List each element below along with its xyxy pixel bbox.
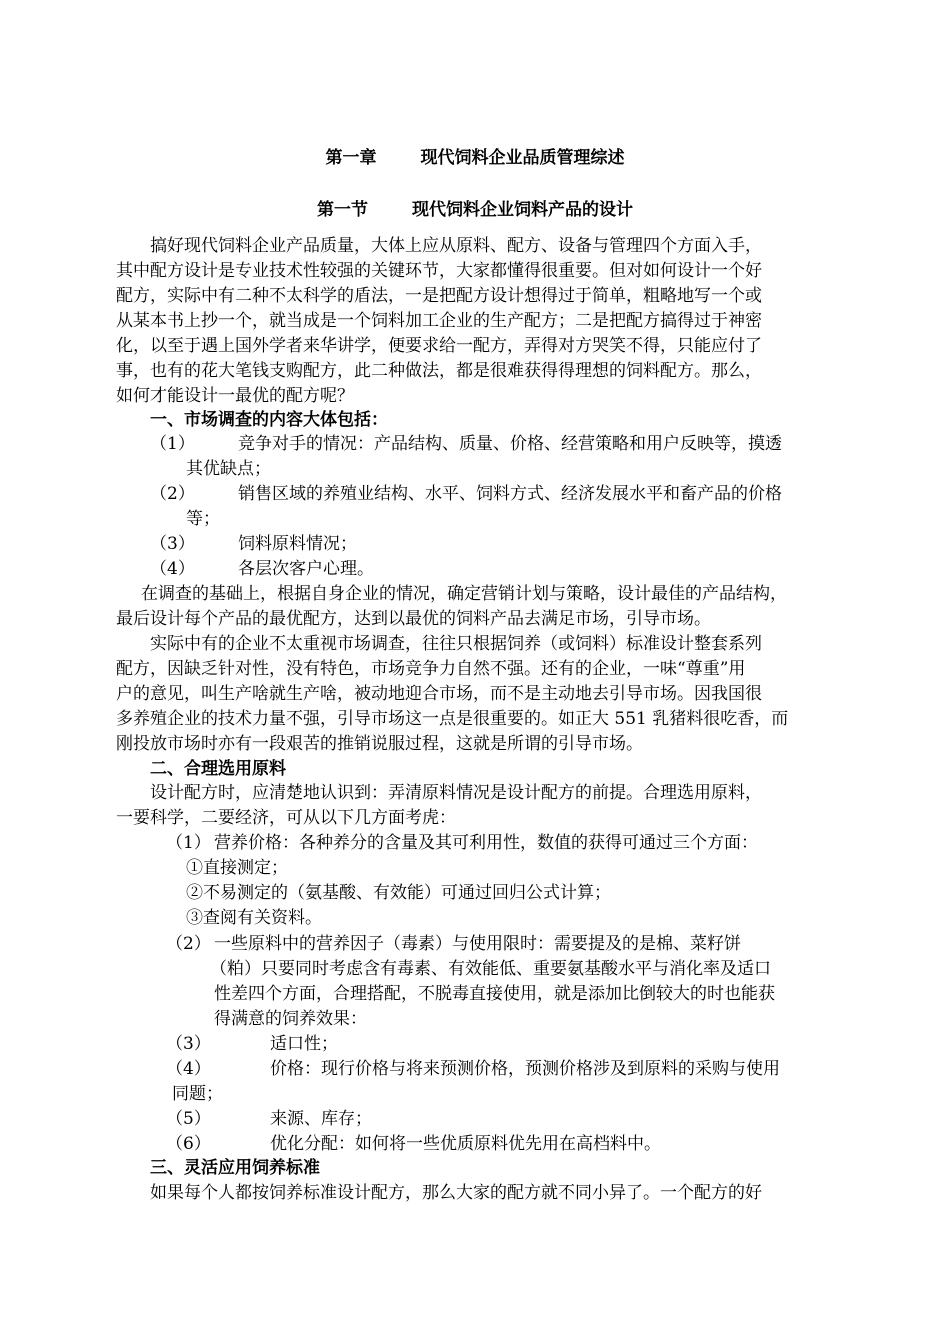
list-item-text: 饲料原料情况；	[238, 534, 357, 554]
intro-line: 配方，实际中有二种不太科学的盾法，一是把配方设计想得过于简单，粗略地写一个或	[116, 286, 762, 306]
list-item-text: 其优缺点；	[186, 459, 271, 479]
sub-item: ③查阅有关资料。	[186, 908, 322, 928]
list-item-text: 同题；	[172, 1084, 223, 1104]
list-item-text: 销售区域的养殖业结构、水平、饲料方式、经济发展水平和畜产品的价格	[238, 484, 782, 504]
section-2-heading: 二、合理选用原料	[150, 759, 286, 779]
list-item-number: （6）	[166, 1134, 211, 1154]
paragraph-line: 多养殖企业的技术力量不强，引导市场这一点是很重要的。如正大 551 乳猪料很吃香，而	[116, 709, 789, 729]
paragraph-line: 配方，因缺乏针对性，没有特色，市场竞争力自然不强。还有的企业，一味“尊重”用	[116, 659, 746, 679]
paragraph-line: 在调查的基础上，根据自身企业的情况，确定营销计划与策略，设计最佳的产品结构，	[141, 584, 787, 604]
intro-line: 其中配方设计是专业技术性较强的关键环节，大家都懂得很重要。但对如何设计一个好	[116, 261, 762, 281]
list-item-text: （粕）只要同时考虑含有毒素、有效能低、重要氨基酸水平与消化率及适口	[210, 959, 771, 979]
list-item-number: （5）	[166, 1109, 211, 1129]
paragraph-line: 设计配方时，应清楚地认识到：弄清原料情况是设计配方的前提。合理选用原料，	[150, 783, 762, 803]
section-3-heading: 三、灵活应用饲养标准	[150, 1158, 320, 1178]
list-item-text: 营养价格：各种养分的含量及其可利用性，数值的获得可通过三个方面：	[214, 833, 758, 853]
list-item-text: 价格：现行价格与将来预测价格，预测价格涉及到原料的采购与使用	[270, 1059, 780, 1079]
list-item-text: 性差四个方面，合理搭配，不脱毒直接使用，就是添加比倒较大的时也能获	[214, 984, 775, 1004]
list-item-text: 各层次客户心理。	[238, 559, 374, 579]
intro-line: 从某本书上抄一个，就当成是一个饲料加工企业的生产配方；二是把配方搞得过于神密	[116, 311, 762, 331]
list-item-text: 等；	[186, 509, 220, 529]
list-item-number: （1）	[166, 833, 211, 853]
list-item-text: 得满意的饲养效果：	[214, 1009, 367, 1029]
section-title	[0, 198, 950, 222]
intro-line: 搞好现代饲料企业产品质量，大体上应从原料、配方、设备与管理四个方面入手，	[150, 236, 762, 256]
paragraph-line: 刚投放市场时亦有一段艰苦的推销说服过程，这就是所谓的引导市场。	[116, 734, 643, 754]
list-item-text: 适口性；	[270, 1034, 338, 1054]
chapter-label: 第一章	[325, 148, 377, 168]
list-item-number: （3）	[166, 1034, 211, 1054]
list-item-text: 竞争对手的情况：产品结构、质量、价格、经营策略和用户反映等，摸透	[238, 434, 782, 454]
intro-line: 事，也有的花大笔钱支购配方，此二种做法，都是很难获得得理想的饲料配方。那么，	[116, 361, 762, 381]
list-item-number: （1）	[150, 434, 195, 454]
paragraph-line: 如果每个人都按饲养标准设计配方，那么大家的配方就不同小异了。一个配方的好	[150, 1183, 762, 1203]
sub-item: ②不易测定的（氨基酸、有效能）可通过回归公式计算；	[186, 883, 611, 903]
list-item-number: （4）	[150, 559, 195, 579]
list-item-number: （4）	[166, 1059, 211, 1079]
paragraph-line: 最后设计每个产品的最优配方，达到以最优的饲料产品去满足市场，引导市场。	[116, 609, 711, 629]
paragraph-line: 一要科学，二要经济，可从以下几方面考虎：	[116, 808, 456, 828]
list-item-number: （2）	[150, 484, 195, 504]
list-item-number: （2）	[166, 934, 211, 954]
section-heading: 现代饲料企业饲料产品的设计	[412, 200, 633, 220]
sub-item: ①直接测定；	[186, 858, 288, 878]
paragraph-line: 实际中有的企业不太重视市场调查，往往只根据饲养（或饲料）标准设计整套系列	[150, 634, 762, 654]
list-item-text: 来源、库存；	[270, 1109, 372, 1129]
intro-line: 如何才能设计一最优的配方呢？	[116, 386, 354, 406]
section-label: 第一节	[317, 200, 368, 220]
paragraph-line: 户的意见，叫生产啥就生产啥，被动地迎合市场，而不是主动地去引导市场。因我国很	[116, 684, 762, 704]
list-item-number: （3）	[150, 534, 195, 554]
chapter-title	[0, 146, 950, 170]
section-1-heading: 一、市场调查的内容大体包括：	[150, 410, 388, 430]
chapter-heading: 现代饲料企业品质管理综述	[420, 148, 625, 168]
list-item-text: 优化分配：如何将一些优质原料优先用在高档料中。	[270, 1134, 661, 1154]
intro-line: 化，以至于遇上国外学者来华讲学，便要求给一配方，弄得对方哭笑不得，只能应付了	[116, 336, 762, 356]
list-item-text: 一些原料中的营养因子（毒素）与使用限时：需要提及的是棉、菜籽饼	[214, 934, 741, 954]
